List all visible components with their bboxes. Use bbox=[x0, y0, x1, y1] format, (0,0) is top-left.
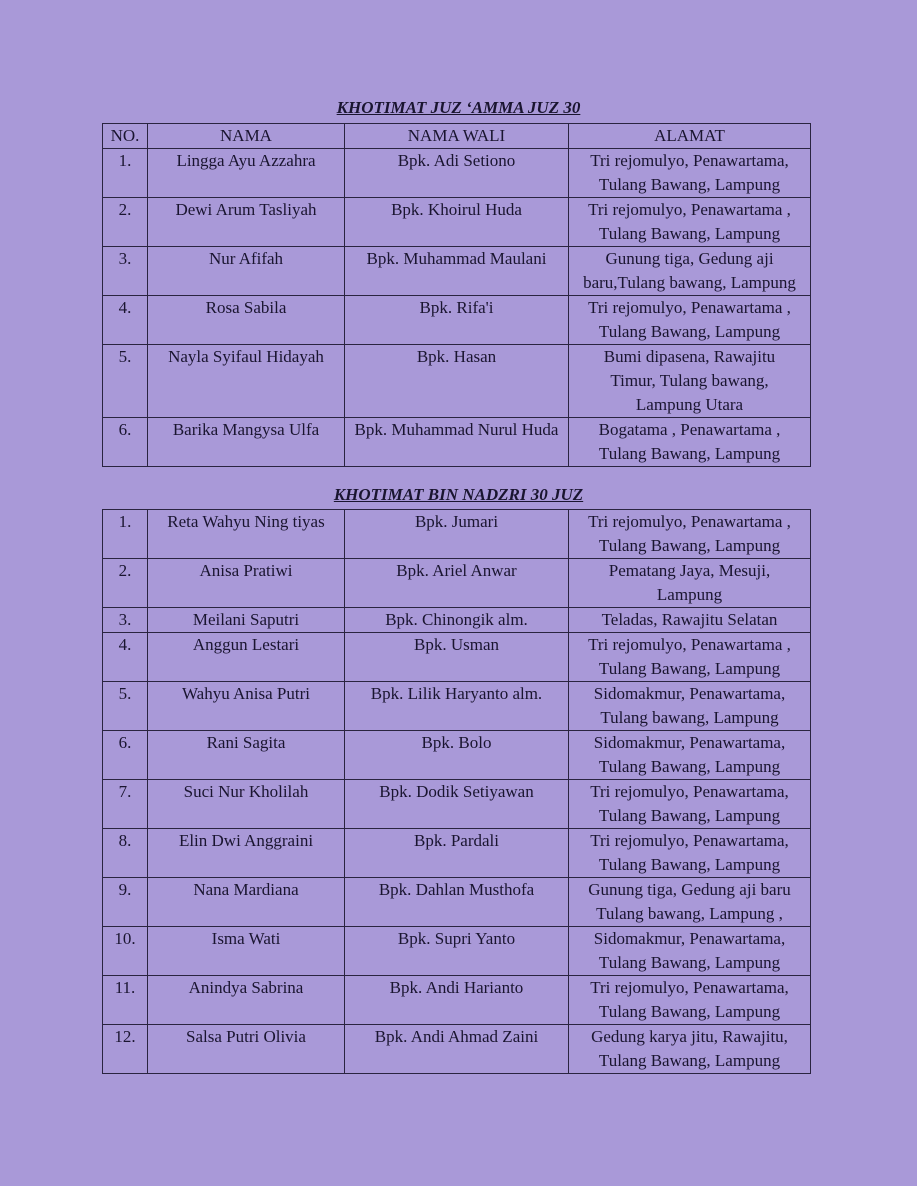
cell-alamat bbox=[569, 559, 811, 608]
table-row bbox=[103, 682, 811, 731]
cell-nama: Nayla Syifaul Hidayah bbox=[148, 345, 345, 418]
cell-no: 10. bbox=[103, 927, 148, 976]
alamat-line: Tri rejomulyo, Penawartama , bbox=[588, 512, 791, 531]
cell-wali: Bpk. Dodik Setiyawan bbox=[345, 780, 569, 829]
table-row bbox=[103, 927, 811, 976]
section1-title: KHOTIMAT JUZ ‘AMMA JUZ 30 bbox=[336, 98, 581, 117]
alamat-line: Sidomakmur, Penawartama, bbox=[593, 733, 786, 752]
table-row bbox=[103, 633, 811, 682]
alamat-line: Bogatama , Penawartama , bbox=[598, 420, 781, 439]
alamat-line: Tulang Bawang, Lampung bbox=[598, 806, 781, 825]
alamat-line: Tulang Bawang, Lampung bbox=[598, 444, 781, 463]
table-row bbox=[103, 731, 811, 780]
cell-alamat bbox=[569, 976, 811, 1025]
cell-wali: Bpk. Ariel Anwar bbox=[345, 559, 569, 608]
cell-alamat bbox=[569, 633, 811, 682]
alamat-line: Sidomakmur, Penawartama, bbox=[593, 684, 786, 703]
cell-wali: Bpk. Hasan bbox=[345, 345, 569, 418]
alamat-line: Tri rejomulyo, Penawartama , bbox=[588, 200, 791, 219]
table-row bbox=[103, 345, 811, 418]
alamat-line: Tulang Bawang, Lampung bbox=[598, 1051, 781, 1070]
table-row bbox=[103, 247, 811, 296]
table-row bbox=[103, 976, 811, 1025]
header-nama-wali: NAMA WALI bbox=[345, 124, 569, 149]
table-row bbox=[103, 780, 811, 829]
cell-no: 5. bbox=[103, 682, 148, 731]
cell-no: 7. bbox=[103, 780, 148, 829]
header-nama: NAMA bbox=[148, 124, 345, 149]
cell-no: 4. bbox=[103, 633, 148, 682]
cell-nama: Wahyu Anisa Putri bbox=[148, 682, 345, 731]
cell-nama: Reta Wahyu Ning tiyas bbox=[148, 510, 345, 559]
cell-nama: Suci Nur Kholilah bbox=[148, 780, 345, 829]
cell-no: 2. bbox=[103, 559, 148, 608]
table-bin-nadzri bbox=[102, 509, 811, 1074]
cell-no: 9. bbox=[103, 878, 148, 927]
cell-wali: Bpk. Lilik Haryanto alm. bbox=[345, 682, 569, 731]
cell-wali: Bpk. Andi Ahmad Zaini bbox=[345, 1025, 569, 1074]
alamat-line: Tri rejomulyo, Penawartama, bbox=[590, 782, 789, 801]
section2-title: KHOTIMAT BIN NADZRI 30 JUZ bbox=[333, 485, 584, 504]
alamat-line: Pematang Jaya, Mesuji, bbox=[608, 561, 771, 580]
alamat-line: Tulang Bawang, Lampung bbox=[598, 536, 781, 555]
cell-nama: Anindya Sabrina bbox=[148, 976, 345, 1025]
cell-alamat bbox=[569, 1025, 811, 1074]
cell-no: 11. bbox=[103, 976, 148, 1025]
alamat-line: baru,Tulang bawang, Lampung bbox=[583, 273, 796, 292]
cell-no: 4. bbox=[103, 296, 148, 345]
table-header-row bbox=[103, 124, 811, 149]
cell-no: 5. bbox=[103, 345, 148, 418]
cell-wali: Bpk. Adi Setiono bbox=[345, 149, 569, 198]
alamat-line: Gedung karya jitu, Rawajitu, bbox=[591, 1027, 788, 1046]
header-alamat: ALAMAT bbox=[569, 124, 811, 149]
table-row bbox=[103, 296, 811, 345]
cell-alamat bbox=[569, 878, 811, 927]
cell-alamat bbox=[569, 780, 811, 829]
cell-wali: Bpk. Usman bbox=[345, 633, 569, 682]
cell-no: 12. bbox=[103, 1025, 148, 1074]
cell-nama: Meilani Saputri bbox=[148, 608, 345, 633]
table-row bbox=[103, 1025, 811, 1074]
cell-alamat bbox=[569, 345, 811, 418]
cell-wali: Bpk. Bolo bbox=[345, 731, 569, 780]
alamat-line: Tri rejomulyo, Penawartama , bbox=[588, 298, 791, 317]
cell-nama: Anisa Pratiwi bbox=[148, 559, 345, 608]
cell-alamat bbox=[569, 829, 811, 878]
cell-wali: Bpk. Chinongik alm. bbox=[345, 608, 569, 633]
cell-no: 8. bbox=[103, 829, 148, 878]
cell-nama: Dewi Arum Tasliyah bbox=[148, 198, 345, 247]
alamat-line: Timur, Tulang bawang, bbox=[610, 371, 769, 390]
cell-alamat bbox=[569, 418, 811, 467]
cell-no: 6. bbox=[103, 731, 148, 780]
alamat-line: Tulang Bawang, Lampung bbox=[598, 757, 781, 776]
cell-nama: Anggun Lestari bbox=[148, 633, 345, 682]
cell-wali: Bpk. Khoirul Huda bbox=[345, 198, 569, 247]
cell-no: 1. bbox=[103, 149, 148, 198]
alamat-line: Sidomakmur, Penawartama, bbox=[593, 929, 786, 948]
alamat-line: Tri rejomulyo, Penawartama, bbox=[590, 831, 789, 850]
cell-alamat bbox=[569, 510, 811, 559]
alamat-line: Tulang Bawang, Lampung bbox=[598, 659, 781, 678]
cell-no: 6. bbox=[103, 418, 148, 467]
alamat-line: Gunung tiga, Gedung aji bbox=[605, 249, 774, 268]
alamat-line: Tri rejomulyo, Penawartama , bbox=[588, 635, 791, 654]
cell-nama: Nana Mardiana bbox=[148, 878, 345, 927]
alamat-line: Tulang Bawang, Lampung bbox=[598, 224, 781, 243]
cell-alamat bbox=[569, 296, 811, 345]
table-row bbox=[103, 829, 811, 878]
cell-nama: Salsa Putri Olivia bbox=[148, 1025, 345, 1074]
alamat-line: Tulang bawang, Lampung bbox=[600, 708, 779, 727]
table-row bbox=[103, 608, 811, 633]
alamat-line: Tulang bawang, Lampung , bbox=[596, 904, 783, 923]
table-row bbox=[103, 418, 811, 467]
cell-alamat bbox=[569, 731, 811, 780]
alamat-line: Lampung Utara bbox=[635, 395, 744, 414]
alamat-line: Tri rejomulyo, Penawartama, bbox=[590, 151, 789, 170]
table-row bbox=[103, 559, 811, 608]
cell-nama: Lingga Ayu Azzahra bbox=[148, 149, 345, 198]
cell-wali: Bpk. Dahlan Musthofa bbox=[345, 878, 569, 927]
cell-no: 3. bbox=[103, 608, 148, 633]
cell-alamat bbox=[569, 149, 811, 198]
cell-nama: Rani Sagita bbox=[148, 731, 345, 780]
cell-nama: Nur Afifah bbox=[148, 247, 345, 296]
cell-nama: Isma Wati bbox=[148, 927, 345, 976]
alamat-line: Teladas, Rawajitu Selatan bbox=[601, 610, 778, 629]
cell-wali: Bpk. Muhammad Nurul Huda bbox=[345, 418, 569, 467]
cell-wali: Bpk. Jumari bbox=[345, 510, 569, 559]
alamat-line: Tulang Bawang, Lampung bbox=[598, 953, 781, 972]
table-juz-amma bbox=[102, 123, 811, 467]
table-row bbox=[103, 149, 811, 198]
header-no: NO. bbox=[103, 124, 148, 149]
cell-wali: Bpk. Andi Harianto bbox=[345, 976, 569, 1025]
cell-nama: Rosa Sabila bbox=[148, 296, 345, 345]
cell-no: 1. bbox=[103, 510, 148, 559]
cell-wali: Bpk. Supri Yanto bbox=[345, 927, 569, 976]
alamat-line: Tulang Bawang, Lampung bbox=[598, 855, 781, 874]
alamat-line: Bumi dipasena, Rawajitu bbox=[603, 347, 776, 366]
table-row bbox=[103, 510, 811, 559]
alamat-line: Lampung bbox=[656, 585, 723, 604]
cell-alamat bbox=[569, 247, 811, 296]
cell-nama: Barika Mangysa Ulfa bbox=[148, 418, 345, 467]
alamat-line: Tri rejomulyo, Penawartama, bbox=[590, 978, 789, 997]
cell-wali: Bpk. Pardali bbox=[345, 829, 569, 878]
cell-alamat bbox=[569, 198, 811, 247]
cell-wali: Bpk. Muhammad Maulani bbox=[345, 247, 569, 296]
alamat-line: Gunung tiga, Gedung aji baru bbox=[588, 880, 791, 899]
alamat-line: Tulang Bawang, Lampung bbox=[598, 1002, 781, 1021]
table-row bbox=[103, 878, 811, 927]
cell-alamat bbox=[569, 682, 811, 731]
alamat-line: Tulang Bawang, Lampung bbox=[598, 322, 781, 341]
cell-alamat bbox=[569, 608, 811, 633]
cell-nama: Elin Dwi Anggraini bbox=[148, 829, 345, 878]
table-row bbox=[103, 198, 811, 247]
cell-alamat bbox=[569, 927, 811, 976]
cell-wali: Bpk. Rifa'i bbox=[345, 296, 569, 345]
cell-no: 3. bbox=[103, 247, 148, 296]
cell-no: 2. bbox=[103, 198, 148, 247]
alamat-line: Tulang Bawang, Lampung bbox=[598, 175, 781, 194]
